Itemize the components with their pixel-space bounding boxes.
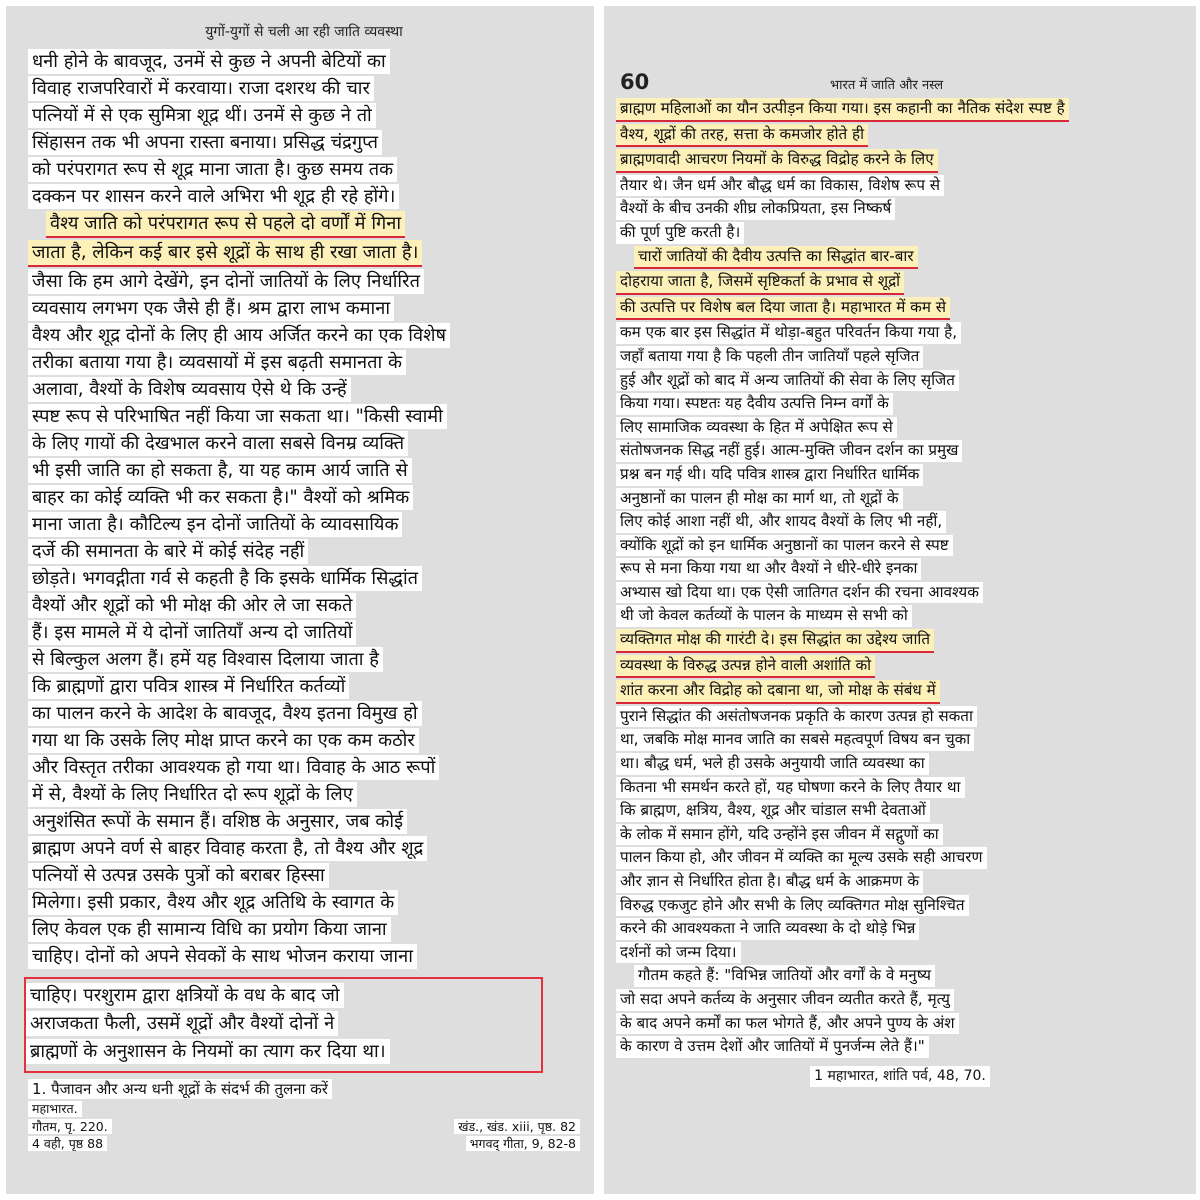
right-text-line: अनुष्ठानों का पालन ही मोक्ष का मार्ग था, तो शूद्रों के [616, 488, 903, 510]
left-text-line: के लिए गायों की देखभाल करने वाला सबसे विनम्र व्यक्ति [28, 431, 408, 456]
left-text-line: और विस्तृत तरीका आवश्यक हो गया था। विवाह के आठ रूपों [28, 755, 439, 780]
boxed-text-line: अराजकता फैली, उसमें शूद्रों और वैश्यों दोनों ने [26, 1011, 338, 1036]
footnote-3-left: 4 वही, पृष्ठ 88 [28, 1136, 107, 1151]
page-number: 60 [620, 70, 650, 94]
right-text-line: लिए कोई आशा नहीं थी, और शायद वैश्यों के लिए भी नहीं, [616, 511, 946, 533]
left-text-line: गया था कि उसके लिए मोक्ष प्राप्त करने का एक कम कठोर [28, 728, 419, 753]
left-text-line: चाहिए। दोनों को अपने सेवकों के साथ भोजन कराया जाना [28, 944, 417, 969]
left-text-line: मिलेगा। इसी प्रकार, वैश्य और शूद्र अतिथि के स्वागत के [28, 890, 398, 915]
right-text-line: कि ब्राह्मण, क्षत्रिय, वैश्य, शूद्र और चांडाल सभी देवताओं [616, 800, 930, 822]
left-text-line: को परंपरागत रूप से शूद्र माना जाता है। कुछ समय तक [28, 157, 397, 182]
right-text-line: के कारण वे उत्तम देशों और जातियों में पुनर्जन्म लेते हैं।" [616, 1036, 929, 1058]
right-text-line: क्योंकि शूद्रों को इन धार्मिक अनुष्ठानों का पालन करने से स्पष्ट [616, 535, 953, 557]
right-text-line: किया गया। स्पष्टतः यह दैवीय उत्पत्ति निम्न वर्गों के [616, 393, 893, 415]
right-text-line: ब्राह्मण महिलाओं का यौन उत्पीड़न किया गया। इस कहानी का नैतिक संदेश स्पष्ट है [616, 98, 1069, 122]
right-text-line: व्यवस्था के विरुद्ध उत्पन्न होने वाली अशांति को [616, 655, 875, 679]
right-text-line: वैश्यों के बीच उनकी शीघ्र लोकप्रियता, इस निष्कर्ष [616, 198, 895, 220]
right-text-line: कितना भी समर्थन करते हों, यह घोषणा करने के लिए तैयार था [616, 777, 965, 799]
footnote-3-right: भगवद् गीता, 9, 82-8 [466, 1136, 580, 1151]
footnote-2-left: गौतम, पृ. 220. [28, 1119, 112, 1134]
left-text-line: पत्नियों से उत्पन्न उसके पुत्रों को बराबर हिस्सा [28, 863, 329, 888]
right-text-line: जो सदा अपने कर्तव्य के अनुसार जीवन व्यतीत करते हैं, मृत्यु [616, 989, 954, 1011]
right-text-line: रूप से मना किया गया था और वैश्यों ने धीरे-धीरे इनका [616, 558, 921, 580]
right-text-line: हुई और शूद्रों को बाद में अन्य जातियों की सेवा के लिए सृजित [616, 370, 959, 392]
right-page-head [616, 70, 1184, 94]
right-body-text [616, 98, 1184, 1058]
left-text-line: में से, वैश्यों के लिए निर्धारित दो रूप शूद्रों के लिए [28, 782, 357, 807]
left-text-line: ब्राह्मण अपने वर्ण से बाहर विवाह करता है, तो वैश्य और शूद्र [28, 836, 427, 861]
left-text-line: वैश्य जाति को परंपरागत रूप से पहले दो वर्णों में गिना [46, 211, 405, 238]
left-running-header: युगों-युगों से चली आ रही जाति व्यवस्था [205, 24, 403, 40]
right-text-line: था, जबकि मोक्ष मानव जाति का सबसे महत्वपूर्ण विषय बन चुका [616, 729, 974, 751]
right-text-line: कम एक बार इस सिद्धांत में थोड़ा-बहुत परिवर्तन किया गया है, [616, 322, 961, 344]
left-text-line: कि ब्राह्मणों द्वारा पवित्र शास्त्र में निर्धारित कर्तव्यों [28, 674, 349, 699]
left-text-line: अलावा, वैश्यों के विशेष व्यवसाय ऐसे थे कि उन्हें [28, 377, 351, 402]
left-text-line: दर्जे की समानता के बारे में कोई संदेह नहीं [28, 539, 308, 564]
right-text-line: वैश्य, शूद्रों की तरह, सत्ता के कमजोर होते ही [616, 124, 868, 148]
right-page [604, 6, 1196, 1194]
right-text-line: थी जो केवल कर्तव्यों के पालन के माध्यम से सभी को [616, 605, 912, 627]
right-text-line: और ज्ञान से निर्धारित होता है। बौद्ध धर्म के आक्रमण के [616, 871, 923, 893]
left-text-line: वैश्यों और शूद्रों को भी मोक्ष की ओर ले जा सकते [28, 593, 356, 618]
source-citation [616, 1066, 1184, 1094]
right-text-line: संतोषजनक सिद्ध नहीं हुई। आत्म-मुक्ति जीवन दर्शन का प्रमुख [616, 440, 962, 462]
right-text-line: दोहराया जाता है, जिसमें सृष्टिकर्ता के प्रभाव से शूद्रों [616, 271, 904, 295]
left-text-line: हैं। इस मामले में ये दोनों जातियाँ अन्य दो जातियों [28, 620, 356, 645]
red-boxed-passage [24, 977, 543, 1073]
left-text-line: धनी होने के बावजूद, उनमें से कुछ ने अपनी बेटियों का [28, 49, 390, 74]
right-text-line: करने की आवश्यकता ने जाति व्यवस्था के दो थोड़े भिन्न [616, 918, 919, 940]
right-text-line: पालन किया हो, और जीवन में व्यक्ति का मूल्य उसके सही आचरण [616, 847, 987, 869]
right-text-line: जहाँ बताया गया है कि पहली तीन जातियाँ पहले सृजित [616, 346, 923, 368]
right-text-line: के बाद अपने कर्मों का फल भोगते हैं, और अपने पुण्य के अंश [616, 1013, 959, 1035]
right-text-line: ब्राह्मणवादी आचरण नियमों के विरुद्ध विद्रोह करने के लिए [616, 149, 938, 173]
left-text-line: अनुशंसित रूपों के समान हैं। वशिष्ठ के अनुसार, जब कोई [28, 809, 407, 834]
left-text-line: भी इसी जाति का हो सकता है, या यह काम आर्य जाति से [28, 458, 412, 483]
left-page [6, 6, 594, 1194]
right-running-header: भारत में जाति और नस्ल [830, 78, 944, 93]
left-text-line: दक्कन पर शासन करने वाले अभिरा भी शूद्र ही रहे होंगे। [28, 184, 399, 209]
left-text-line: तरीका बताया गया है। व्यवसायों में इस बढ़ती समानता के [28, 350, 406, 375]
right-text-line: चारों जातियों की दैवीय उत्पत्ति का सिद्धांत बार-बार [634, 246, 918, 270]
footnote-1: 1. पैजावन और अन्य धनी शूद्रों के संदर्भ की तुलना करें [28, 1079, 332, 1099]
right-text-line: व्यक्तिगत मोक्ष की गारंटी दे। इस सिद्धांत का उद्देश्य जाति [616, 629, 934, 653]
left-text-line: पत्नियों में से एक सुमित्रा शूद्र थीं। उनमें से कुछ ने तो [28, 103, 376, 128]
right-text-line: था। बौद्ध धर्म, भले ही उसके अनुयायी जाति व्यवस्था का [616, 753, 929, 775]
right-text-line: दर्शनों को जन्म दिया। [616, 942, 741, 964]
left-text-line: का पालन करने के आदेश के बावजूद, वैश्य इतना विमुख हो [28, 701, 422, 726]
left-text-line: विवाह राजपरिवारों में करवाया। राजा दशरथ की चार [28, 76, 374, 101]
left-text-line: छोड़ते। भगवद्गीता गर्व से कहती है कि इसके धार्मिक सिद्धांत [28, 566, 422, 591]
left-text-line: जाता है, लेकिन कई बार इसे शूद्रों के साथ ही रखा जाता है। [28, 240, 422, 267]
left-body-text [28, 49, 580, 969]
right-text-line: तैयार थे। जैन धर्म और बौद्ध धर्म का विकास, विशेष रूप से [616, 175, 944, 197]
left-text-line: लिए केवल एक ही सामान्य विधि का प्रयोग किया जाना [28, 917, 391, 942]
left-footnotes [28, 1079, 580, 1153]
right-text-line: अभ्यास खो दिया था। एक ऐसी जातिगत दर्शन की रचना आवश्यक [616, 582, 983, 604]
left-text-line: जैसा कि हम आगे देखेंगे, इन दोनों जातियों के लिए निर्धारित [28, 269, 424, 294]
right-text-line: लिए सामाजिक व्यवस्था के हित में अपेक्षित रूप से [616, 417, 897, 439]
left-text-line: सिंहासन तक भी अपना रास्ता बनाया। प्रसिद्ध चंद्रगुप्त [28, 130, 382, 155]
right-text-line: की उत्पत्ति पर विशेष बल दिया जाता है। महाभारत में कम से [616, 297, 950, 321]
source-line: 1 महाभारत, शांति पर्व, 48, 70. [810, 1066, 990, 1088]
footnote-2-right: खंड., खंड. xiii, पृष्ठ. 82 [454, 1119, 580, 1134]
right-text-line: गौतम कहते हैं: "विभिन्न जातियों और वर्गों के वे मनुष्य [634, 965, 935, 987]
right-text-line: प्रश्न बन गई थी। यदि पवित्र शास्त्र द्वारा निर्धारित धार्मिक [616, 464, 923, 486]
left-text-line: स्पष्ट रूप से परिभाषित नहीं किया जा सकता था। "किसी स्वामी [28, 404, 447, 429]
right-text-line: की पूर्ण पुष्टि करती है। [616, 222, 744, 244]
right-text-line: के लोक में समान होंगे, यदि उन्होंने इस जीवन में सद्गुणों का [616, 824, 943, 846]
left-text-line: वैश्य और शूद्र दोनों के लिए ही आय अर्जित करने का एक विशेष [28, 323, 450, 348]
left-text-line: से बिल्कुल अलग हैं। हमें यह विश्वास दिलाया जाता है [28, 647, 383, 672]
boxed-text-line: ब्राह्मणों के अनुशासन के नियमों का त्याग कर दिया था। [26, 1039, 390, 1064]
left-text-line: व्यवसाय लगभग एक जैसे ही हैं। श्रम द्वारा लाभ कमाना [28, 296, 394, 321]
right-text-line: शांत करना और विद्रोह को दबाना था, जो मोक्ष के संबंध में [616, 680, 940, 704]
left-text-line: माना जाता है। कौटिल्य इन दोनों जातियों के व्यावसायिक [28, 512, 402, 537]
left-text-line: बाहर का कोई व्यक्ति भी कर सकता है।" वैश्यों को श्रमिक [28, 485, 413, 510]
right-text-line: विरुद्ध एकजुट होने और सभी के लिए व्यक्तिगत मोक्ष सुनिश्चित [616, 895, 969, 917]
right-text-line: पुराने सिद्धांत की असंतोषजनक प्रकृति के कारण उत्पन्न हो सकता [616, 706, 977, 728]
footnote-1-cont: महाभारत. [28, 1101, 82, 1117]
boxed-text-line: चाहिए। परशुराम द्वारा क्षत्रियों के वध के बाद जो [26, 983, 344, 1008]
